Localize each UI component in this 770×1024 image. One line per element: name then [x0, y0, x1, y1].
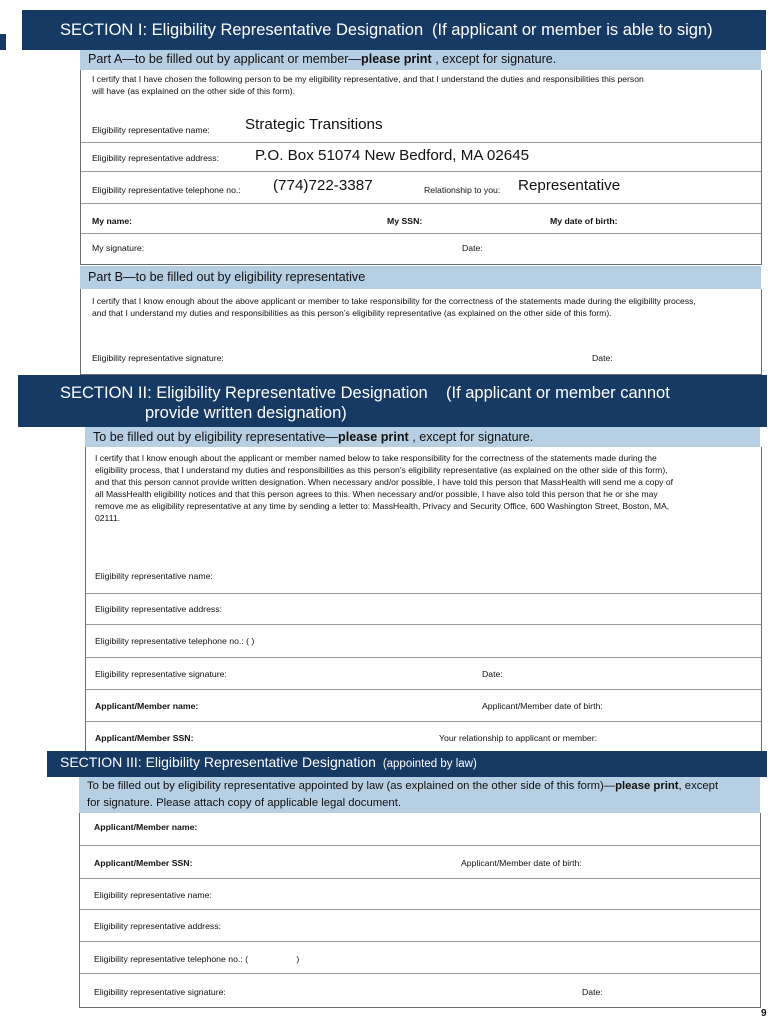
section1-header: [22, 10, 766, 50]
my-dob-label: My date of birth:: [550, 216, 618, 226]
partA-row-rep-phone[interactable]: [81, 171, 761, 204]
section2-box: [85, 447, 762, 752]
section3-row-applicant-name[interactable]: [80, 813, 760, 846]
section3-date-label: Date:: [582, 987, 603, 997]
section3-applicant-dob-label: Applicant/Member date of birth:: [461, 858, 582, 868]
page-corner-mark: 9: [761, 1008, 767, 1019]
section3-header-bold: please print: [615, 780, 679, 792]
section2-header-pre: To be filled out by eligibility representative—: [93, 430, 339, 444]
section3-rep-phone-label: Eligibility representative telephone no.: ( ): [94, 954, 300, 964]
rep-address-value[interactable]: P.O. Box 51074 New Bedford, MA 02645: [255, 147, 530, 164]
section3-applicant-name-label: Applicant/Member name:: [94, 822, 198, 832]
section3-rep-address-label: Eligibility representative address:: [94, 921, 221, 931]
section2-row-signature[interactable]: [86, 657, 761, 690]
section2-header-post: , except for signature.: [412, 430, 534, 444]
section1-partA-box: [80, 70, 762, 265]
section2-row-applicant[interactable]: [86, 689, 761, 722]
my-ssn-label: My SSN:: [387, 216, 423, 226]
rep-name-value[interactable]: Strategic Transitions: [245, 116, 383, 133]
section3-signature-label: Eligibility representative signature:: [94, 987, 226, 997]
section2-applicant-ssn-label: Applicant/Member SSN:: [95, 733, 194, 743]
section3-subtitle: (appointed by law): [382, 758, 477, 770]
partA-date-label: Date:: [462, 243, 483, 253]
my-signature-label: My signature:: [92, 243, 145, 253]
section2-row-rep-phone[interactable]: [86, 624, 761, 658]
section2-subtitle-line2: provide written designation): [145, 404, 347, 422]
section3-row-signature[interactable]: [80, 973, 760, 1007]
relationship-value[interactable]: Representative: [518, 177, 621, 194]
rep-phone-value[interactable]: (774)722-3387: [273, 177, 373, 194]
section3-row-rep-name[interactable]: [80, 878, 760, 910]
partA-row-rep-name[interactable]: [81, 108, 761, 143]
my-name-label: My name:: [92, 216, 133, 226]
section3-header-post: , except: [678, 780, 719, 792]
partA-header-bold: please print: [361, 52, 432, 66]
section2-subtitle: (If applicant or member cannot: [446, 384, 670, 402]
partB-certify-text: I certify that I know enough about the above applicant or member to take responsibility for the correctness of the statements made during the eligibility process, and that I understand my duties and responsibilities as this person’s eligibility representative (as explained on the other side of this form).: [92, 296, 696, 319]
section2-applicant-dob-label: Applicant/Member date of birth:: [482, 701, 603, 711]
section2-row-ssn[interactable]: [86, 721, 761, 751]
section1-subtitle: (If applicant or member is able to sign): [432, 21, 713, 39]
section2-signature-label: Eligibility representative signature:: [95, 669, 227, 679]
partA-certify-text: I certify that I have chosen the following person to be my eligibility representative, and that I understand the duties and responsibilities this person will have (as explained on the other side of this form).: [92, 74, 644, 97]
section3-row-rep-address[interactable]: [80, 909, 760, 942]
partB-header-text: Part B—to be filled out by eligibility representative: [88, 270, 366, 284]
section2-applicant-name-label: Applicant/Member name:: [95, 701, 199, 711]
section2-certify-text: I certify that I know enough about the applicant or member named below to take responsibility for the correctness of the statements made during the eligibility process, that I understand my duties and responsibilities as this person’s eligibility representative (as explained on the other side of this form), and that this person cannot provide written designation. When necessary and/or possible, I have told this person that MassHealth will send me a copy of all MassHealth eligibility notices and that this person agrees to this. When necessary and/or possible, I have also told this person that he or she may remove me as eligibility representative at any time by sending a letter to: MassHealth, Privacy and Security Office, 600 Washington Street, Boston, MA, 02111.: [95, 453, 674, 524]
partA-row-my-details[interactable]: [81, 203, 761, 234]
section3-fill-header: [79, 777, 760, 813]
partA-row-rep-address[interactable]: [81, 142, 761, 172]
section2-row-rep-address[interactable]: [86, 593, 761, 625]
section3-header-line2: for signature. Please attach copy of applicable legal document.: [87, 797, 401, 809]
relationship-label: Relationship to you:: [424, 185, 501, 195]
edge-tab-mark: [0, 34, 6, 50]
section2-rep-phone-label: Eligibility representative telephone no.: ( ): [95, 636, 255, 646]
section3-header-pre: To be filled out by eligibility representative appointed by law (as explained on the other side of this form)—: [87, 780, 616, 792]
section1-partB-box: [80, 289, 762, 375]
section2-header: [18, 375, 767, 427]
section2-relationship-label: Your relationship to applicant or member:: [439, 733, 598, 743]
partB-date-label: Date:: [592, 353, 613, 363]
section2-fill-header: [85, 427, 760, 447]
section2-row-rep-name[interactable]: [86, 561, 761, 594]
partA-header-pre: Part A—to be filled out by applicant or member—: [88, 52, 361, 66]
section3-row-rep-phone[interactable]: [80, 941, 760, 974]
rep-phone-label: Eligibility representative telephone no.:: [92, 185, 241, 195]
section1-title: SECTION I: Eligibility Representative Designation: [60, 21, 424, 39]
partB-signature-label: Eligibility representative signature:: [92, 353, 224, 363]
section1-partA-header: [80, 50, 761, 70]
section2-title: SECTION II: Eligibility Representative Designation: [60, 384, 428, 402]
section1-partB-header: [80, 266, 761, 289]
section3-rep-name-label: Eligibility representative name:: [94, 890, 212, 900]
rep-address-label: Eligibility representative address:: [92, 153, 219, 163]
section2-date-label: Date:: [482, 669, 503, 679]
section3-header: [47, 751, 767, 777]
partA-header-post: , except for signature.: [435, 52, 557, 66]
section2-header-bold: please print: [338, 430, 409, 444]
section3-title: SECTION III: Eligibility Representative Designation: [60, 754, 376, 770]
section3-applicant-ssn-label: Applicant/Member SSN:: [94, 858, 193, 868]
section2-rep-name-label: Eligibility representative name:: [95, 571, 213, 581]
section3-row-applicant-ssn[interactable]: [80, 845, 760, 879]
section2-rep-address-label: Eligibility representative address:: [95, 604, 222, 614]
partA-row-signature[interactable]: [81, 233, 761, 264]
section3-box: [79, 813, 761, 1008]
rep-name-label: Eligibility representative name:: [92, 125, 210, 135]
